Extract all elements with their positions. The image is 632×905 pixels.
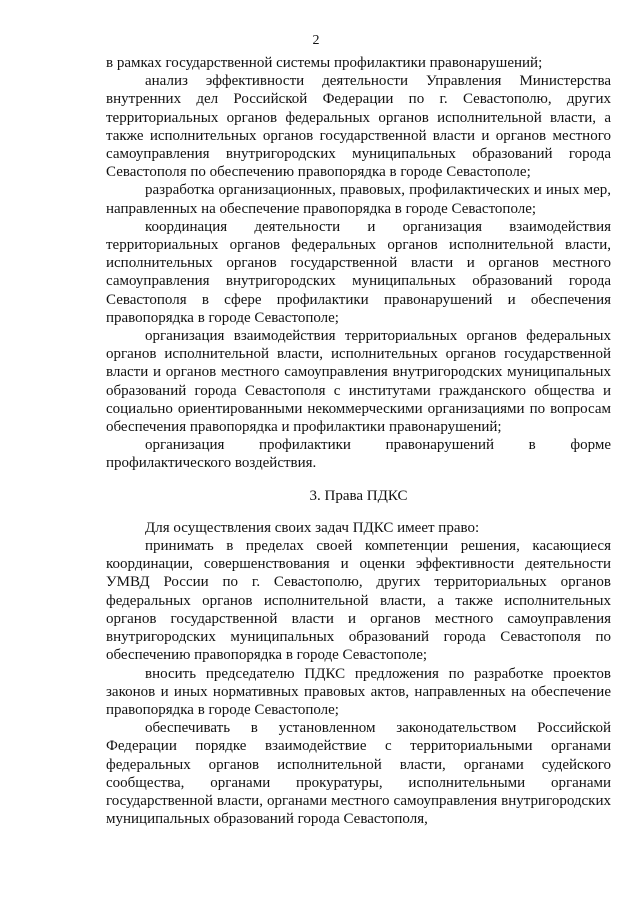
paragraph: разработка организационных, правовых, профилактических и иных мер, направленных на обеспечение правопорядка в городе Севастополе; — [106, 182, 611, 217]
paragraph: вносить председателю ПДКС предложения по разработке проектов законов и иных нормативных правовых актов, направленных на обеспечение правопорядка в городе Севастополе; — [106, 665, 611, 718]
paragraph: организация профилактики правонарушений в форме профилактического воздействия. — [106, 437, 611, 472]
section-heading: 3. Права ПДКС — [309, 487, 408, 504]
page-number: 2 — [312, 33, 320, 48]
paragraph: анализ эффективности деятельности Управления Министерства внутренних дел Российской Федерации по г. Севастополю, других территориальных органов федеральных органов исполнительной власти, а также исполнительных органов государственной власти и органов местного самоуправления внутригородских муниципальных образований города Севастополя по обеспечению правопорядка в городе Севастополе; — [106, 73, 611, 181]
paragraph: принимать в пределах своей компетенции решения, касающиеся координации, совершенствования и оценки эффективности деятельности УМВД России по г. Севастополю, других территориальных органов федеральных органов исполнительной власти, а также исполнительных органов государственной власти и органов местного самоуправления внутригородских муниципальных образований города Севастополя по обеспечению правопорядка в городе Севастополе; — [106, 538, 611, 664]
paragraph: в рамках государственной системы профилактики правонарушений; — [106, 55, 543, 71]
paragraph: координация деятельности и организация взаимодействия территориальных органов федеральных органов исполнительной власти, исполнительных органов государственной власти и органов местного самоуправления внутригородских муниципальных образований города Севастополя в сфере профилактики правонарушений и обеспечения правопорядка в городе Севастополе; — [106, 218, 611, 326]
document-body — [106, 54, 611, 828]
paragraph: Для осуществления своих задач ПДКС имеет право: — [145, 519, 480, 536]
paragraph: обеспечивать в установленном законодательством Российской Федерации порядке взаимодействие с территориальными органами федеральных органов исполнительной власти, органами судейского сообщества, органами прокуратуры, исполнительными органами государственной власти, органами местного самоуправления внутригородских муниципальных образований города Севастополя, — [106, 720, 611, 828]
paragraph: организация взаимодействия территориальных органов федеральных органов исполнительной власти, исполнительных органов государственной власти и органов местного самоуправления внутригородских муниципальных образований города Севастополя с институтами гражданского общества и социально ориентированными некоммерческими организациями по вопросам обеспечения правопорядка и профилактики правонарушений; — [106, 328, 611, 436]
